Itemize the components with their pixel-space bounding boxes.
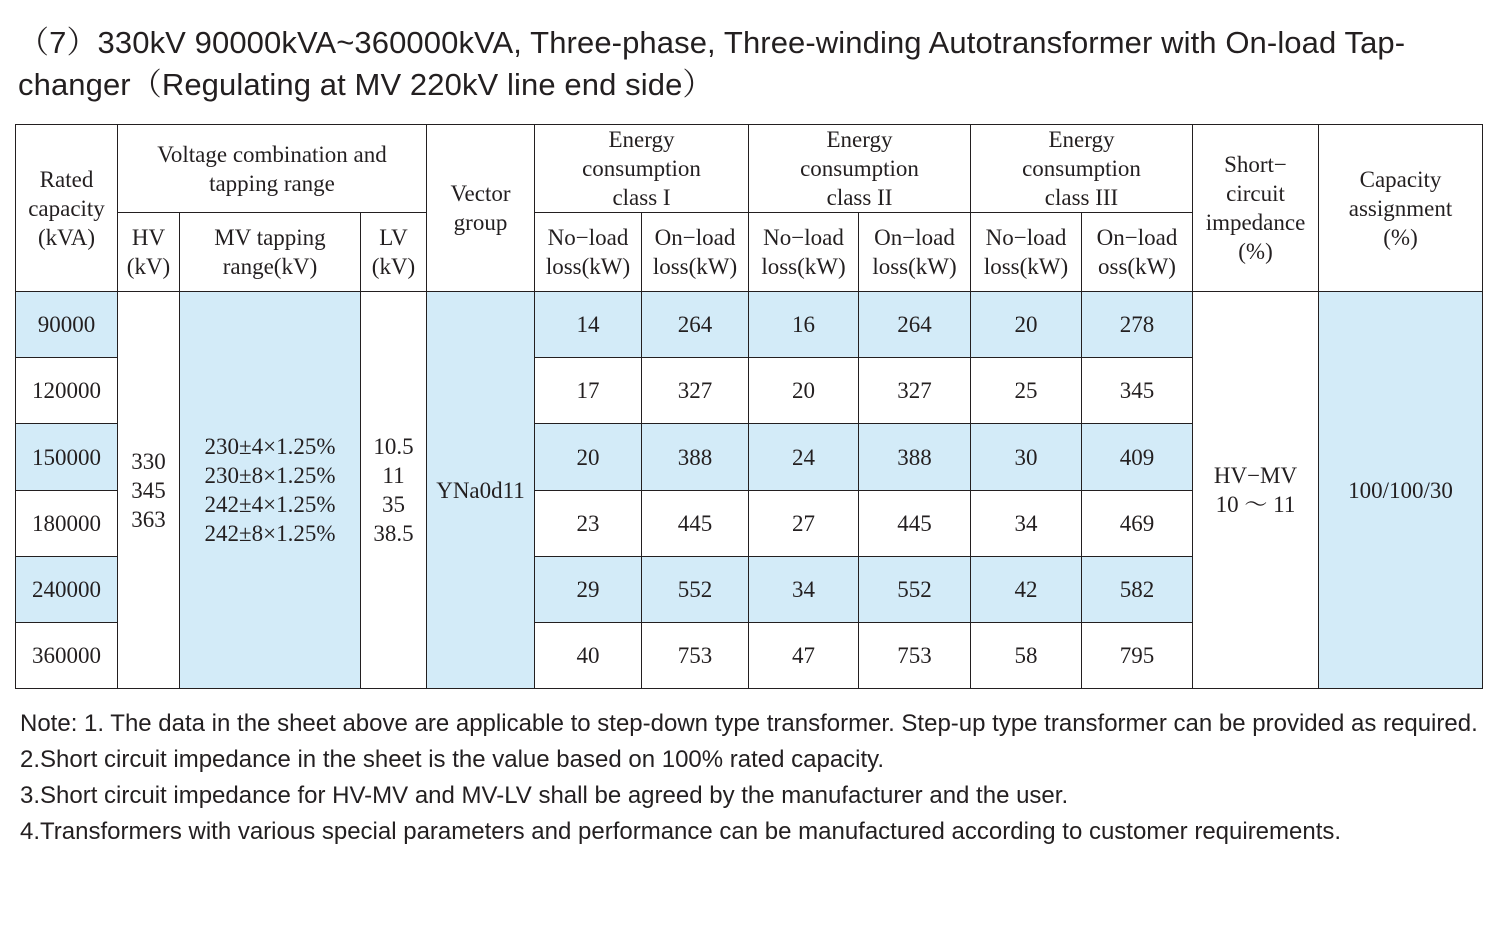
class3-no-load-cell: 30 [971, 424, 1082, 491]
header-class2-on-load: On−load loss(kW) [859, 213, 971, 292]
class3-on-load-cell: 409 [1082, 424, 1193, 491]
header-class3-no-load: No−load loss(kW) [971, 213, 1082, 292]
header-energy-class-3: Energy consumption class III [971, 125, 1193, 213]
hv-values-cell: 330 345 363 [118, 292, 180, 689]
header-short-circuit-impedance: Short− circuit impedance (%) [1193, 125, 1319, 292]
note-2: 2.Short circuit impedance in the sheet is the value based on 100% rated capacity. [20, 746, 885, 773]
class2-on-load-cell: 264 [859, 292, 971, 358]
short-circuit-cell: HV−MV 10 ～ 11 [1193, 292, 1319, 689]
header-rated-capacity: Rated capacity (kVA) [16, 125, 118, 292]
capacity-cell: 180000 [16, 491, 118, 557]
class3-no-load-cell: 34 [971, 491, 1082, 557]
header-hv: HV (kV) [118, 213, 180, 292]
table-row [16, 292, 1483, 358]
class1-on-load-cell: 552 [642, 557, 749, 623]
class2-on-load-cell: 552 [859, 557, 971, 623]
header-voltage-combination: Voltage combination and tapping range [118, 125, 427, 213]
note-3: 3.Short circuit impedance for HV-MV and MV-LV shall be agreed by the manufacturer and the user. [20, 782, 1069, 809]
class3-on-load-cell: 795 [1082, 623, 1193, 689]
class3-on-load-cell: 345 [1082, 358, 1193, 424]
class1-no-load-cell: 23 [535, 491, 642, 557]
capacity-cell: 240000 [16, 557, 118, 623]
vector-group-cell: YNa0d11 [427, 292, 535, 689]
class2-no-load-cell: 20 [749, 358, 859, 424]
class2-on-load-cell: 753 [859, 623, 971, 689]
header-class1-no-load: No−load loss(kW) [535, 213, 642, 292]
class1-on-load-cell: 445 [642, 491, 749, 557]
class3-on-load-cell: 582 [1082, 557, 1193, 623]
transformer-spec-table [15, 124, 1483, 689]
class2-no-load-cell: 34 [749, 557, 859, 623]
class3-no-load-cell: 58 [971, 623, 1082, 689]
mv-tapping-cell: 230±4×1.25% 230±8×1.25% 242±4×1.25% 242±8×1.25% [180, 292, 361, 689]
header-mv-tapping: MV tapping range(kV) [180, 213, 361, 292]
class2-on-load-cell: 388 [859, 424, 971, 491]
class3-no-load-cell: 42 [971, 557, 1082, 623]
class1-no-load-cell: 14 [535, 292, 642, 358]
lv-values-cell: 10.5 11 35 38.5 [361, 292, 427, 689]
header-capacity-assignment: Capacity assignment (%) [1319, 125, 1483, 292]
header-vector-group: Vector group [427, 125, 535, 292]
class1-no-load-cell: 29 [535, 557, 642, 623]
class2-no-load-cell: 24 [749, 424, 859, 491]
class3-on-load-cell: 278 [1082, 292, 1193, 358]
class2-on-load-cell: 445 [859, 491, 971, 557]
class3-no-load-cell: 20 [971, 292, 1082, 358]
header-energy-class-2: Energy consumption class II [749, 125, 971, 213]
header-class2-no-load: No−load loss(kW) [749, 213, 859, 292]
header-class1-on-load: On−load loss(kW) [642, 213, 749, 292]
class2-on-load-cell: 327 [859, 358, 971, 424]
class2-no-load-cell: 16 [749, 292, 859, 358]
class2-no-load-cell: 47 [749, 623, 859, 689]
class1-on-load-cell: 388 [642, 424, 749, 491]
class3-on-load-cell: 469 [1082, 491, 1193, 557]
capacity-assignment-cell: 100/100/30 [1319, 292, 1483, 689]
class2-no-load-cell: 27 [749, 491, 859, 557]
notes [20, 706, 1485, 850]
class1-no-load-cell: 40 [535, 623, 642, 689]
class1-no-load-cell: 17 [535, 358, 642, 424]
class3-no-load-cell: 25 [971, 358, 1082, 424]
note-4: 4.Transformers with various special parameters and performance can be manufactured according to customer requirements. [20, 818, 1342, 845]
header-energy-class-1: Energy consumption class I [535, 125, 749, 213]
capacity-cell: 90000 [16, 292, 118, 358]
page-title: （7）330kV 90000kVA~360000kVA, Three-phase, Three-winding Autotransformer with On-load Tap-changer（Regulating at MV 220kV line end side） [18, 25, 1406, 102]
header-class3-on-load: On−load oss(kW) [1082, 213, 1193, 292]
class1-on-load-cell: 264 [642, 292, 749, 358]
class1-on-load-cell: 753 [642, 623, 749, 689]
class1-on-load-cell: 327 [642, 358, 749, 424]
capacity-cell: 120000 [16, 358, 118, 424]
capacity-cell: 150000 [16, 424, 118, 491]
class1-no-load-cell: 20 [535, 424, 642, 491]
note-1: Note: 1. The data in the sheet above are applicable to step-down type transformer. Step-up type transformer can be provided as required. [20, 710, 1478, 737]
header-lv: LV (kV) [361, 213, 427, 292]
capacity-cell: 360000 [16, 623, 118, 689]
